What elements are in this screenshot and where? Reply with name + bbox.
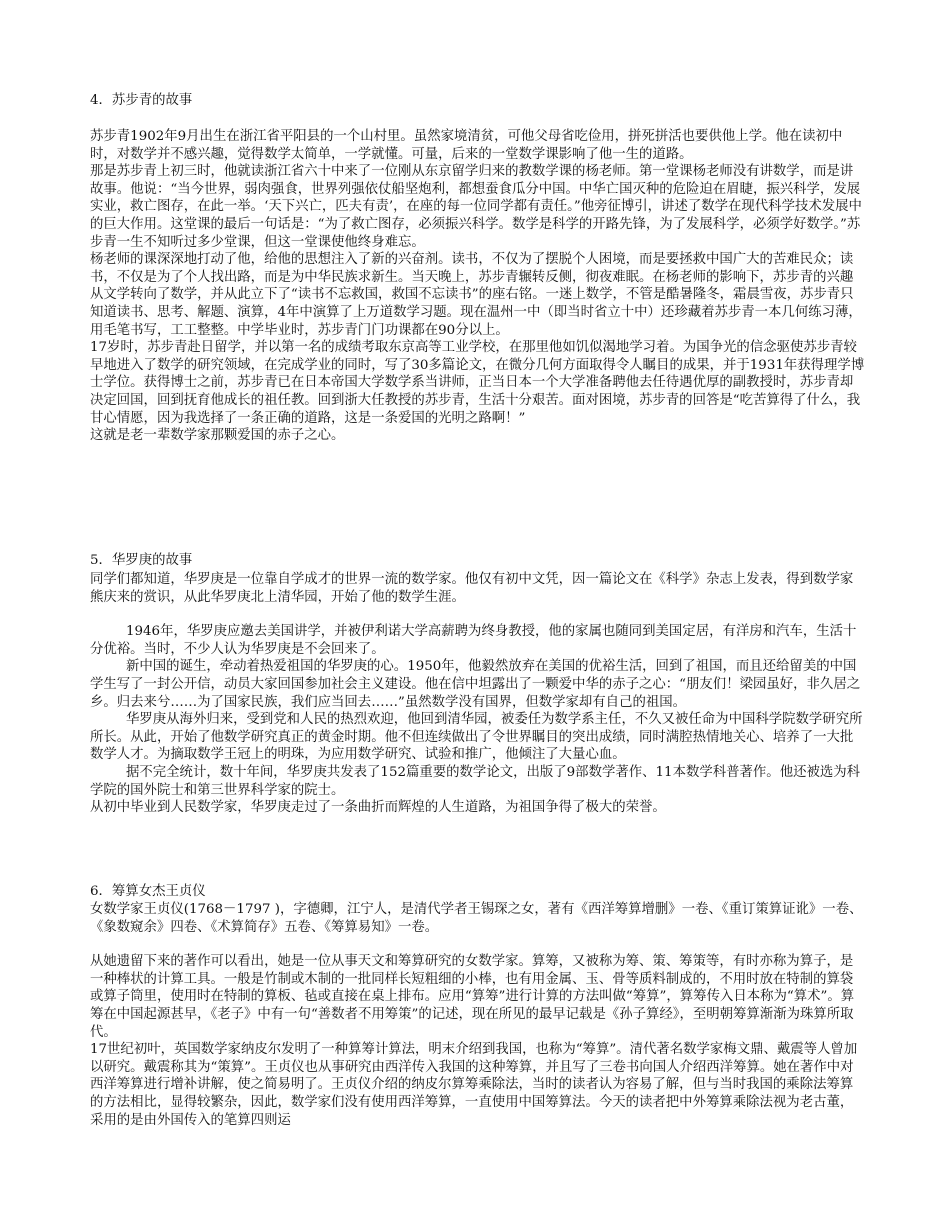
paragraph: 从初中毕业到人民数学家，华罗庚走过了一条曲折而辉煌的人生道路，为祖国争得了极大的荣誉。 [90,800,666,816]
paragraph: 据不完全统计，数十年间，华罗庚共发表了152篇重要的数学论文，出版了9部数学著作、11本数学科普著作。他还被选为科学院的国外院士和第三世界科学家的院士。 [90,764,861,798]
paragraph: 苏步青1902年9月出生在浙江省平阳县的一个山村里。虽然家境清贫，可他父母省吃俭用，拼死拼活也要供他上学。他在读初中时，对数学并不感兴趣，觉得数学太简单，一学就懂。可量，后来的一堂数学课影响了他一生的道路。 [90,129,843,162]
section-4-title: 4．苏步青的故事 [90,93,193,108]
paragraph: 杨老师的课深深地打动了他，给他的思想注入了新的兴奋剂。读书，不仅为了摆脱个人困境，而是要拯救中国广大的苦难民众；读书，不仅是为了个人找出路，而是为中华民族求新生。当天晚上，苏步青辗转反侧，彻夜难眠。在杨老师的影响下，苏步青的兴趣从文学转向了数学，并从此立下了“读书不忘救国，救国不忘读书”的座右铭。一迷上数学，不管是酷暑隆冬，霜晨雪夜，苏步青只知道读书、思考、解题、演算，4年中演算了上万道数学习题。现在温州一中（即当时省立十中）还珍藏着苏步青一本几何练习薄，用毛笔书写，工工整整。中学毕业时，苏步青门门功课都在90分以上。 [90,252,862,338]
paragraph: 17岁时，苏步青赴日留学，并以第一名的成绩考取东京高等工业学校，在那里他如饥似渴地学习着。为国争光的信念驱使苏步青较早地进入了数学的研究领域，在完成学业的同时，写了30多篇论文，在微分几何方面取得令人瞩目的成果，并于1931年获得理学博士学位。获得博士之前，苏步青已在日本帝国大学数学系当讲师，正当日本一个大学准备聘他去任待遇优厚的副教授时，苏步青却决定回国，回到抚育他成长的祖任教。回到浙大任教授的苏步青，生活十分艰苦。面对困境，苏步青的回答是“吃苦算得了什么，我甘心情愿，因为我选择了一条正确的道路，这是一条爱国的光明之路啊！” [90,340,865,426]
paragraph: 女数学家王贞仪(1768－1797 )，字德卿，江宁人，是清代学者王锡琛之女，著有《西洋筹算增删》一卷、《重订策算证讹》一卷、《象数窥余》四卷、《术算简存》五卷、《筹算易知》一卷。 [90,902,863,935]
paragraph: 那是苏步青上初三时，他就读浙江省六十中来了一位刚从东京留学归来的教数学课的杨老师。第一堂课杨老师没有讲数学，而是讲故事。他说：“当今世界，弱肉强食，世界列强依仗船坚炮利，都想蚕食瓜分中国。中华亡国灭种的危险迫在眉睫，振兴科学，发展实业，救亡图存，在此一举。‘天下兴亡，匹夫有责’，在座的每一位同学都有责任。”他旁征博引，讲述了数学在现代科学技术发展中的巨大作用。这堂课的最后一句话是：“为了救亡图存，必须振兴科学。数学是科学的开路先锋，为了发展科学，必须学好数学。”苏步青一生不知听过多少堂课，但这一堂课使他终身难忘。 [90,164,862,250]
paragraph: 新中国的诞生，牵动着热爱祖国的华罗庚的心。1950年，他毅然放弃在美国的优裕生活，回到了祖国，而且还给留美的中国学生写了一封公开信，动员大家回国参加社会主义建设。他在信中坦露出了一颗爱中华的赤子之心：“朋友们！梁园虽好，非久居之乡。归去来兮……为了国家民族，我们应当回去……”虽然数学没有国界，但数学家却有自己的祖国。 [90,659,861,710]
paragraph: 1946年，华罗庚应邀去美国讲学，并被伊利诺大学高薪聘为终身教授，他的家属也随同到美国定居，有洋房和汽车，生活十分优裕。当时，不少人认为华罗庚是不会回来了。 [90,624,857,657]
paragraph: 同学们都知道，华罗庚是一位靠自学成才的世界一流的数学家。他仅有初中文凭，因一篇论文在《科学》杂志上发表，得到数学家熊庆来的赏识，从此华罗庚北上清华园，开始了他的数学生涯。 [90,572,854,605]
section-5-title: 5．华罗庚的故事 [90,553,193,568]
paragraph: 17世纪初叶，英国数学家纳皮尔发明了一种算筹计算法，明末介绍到我国，也称为“筹算”。清代著名数学家梅文鼎、戴震等人曾加以研究。戴震称其为“策算”。王贞仪也从事研究由西洋传入我国的这种筹算，并且写了三卷书向国人介绍西洋筹算。她在著作中对西洋筹算进行增补讲解，使之简易明了。王贞仪介绍的纳皮尔算筹乘除法，当时的读者认为容易了解，但与当时我国的乘除法筹算的方法相比，显得较繁杂，因此，数学家们没有使用西洋筹算，一直使用中国筹算法。今天的读者把中外筹算乘除法视为老古董，采用的是由外国传入的笔算四则运 [90,1042,858,1128]
section-5-body [90,571,865,817]
paragraph: 这就是老一辈数学家那颗爱国的赤子之心。 [90,428,345,444]
paragraph: 从她遗留下来的著作可以看出，她是一位从事天文和筹算研究的女数学家。算筹，又被称为筹、策、筹策等，有时亦称为算子，是一种棒状的计算工具。一般是竹制或木制的一批同样长短粗细的小棒，也有用金属、玉、骨等质料制成的，不用时放在特制的算袋或算子筒里，使用时在特制的算板、毡或直接在桌上排布。应用“算筹”进行计算的方法叫做“筹算”，算筹传入日本称为“算术”。算筹在中国起源甚早，《老子》中有一句“善数者不用筹策”的记述，现在所见的最早记载是《孙子算经》，至明朝筹算渐渐为珠算所取代。 [90,954,855,1040]
paragraph: 华罗庚从海外归来，受到党和人民的热烈欢迎，他回到清华园，被委任为数学系主任，不久又被任命为中国科学院数学研究所所长。从此，开始了他数学研究真正的黄金时期。他不但连续做出了令世界瞩目的突出成绩，同时满腔热情地关心、培养了一大批数学人才。为摘取数学王冠上的明珠，为应用数学研究、试验和推广，他倾注了大量心血。 [90,712,863,763]
section-6-body [90,901,865,1129]
section-4-body [90,128,865,445]
section-6-title: 6．筹算女杰王贞仪 [90,884,206,899]
